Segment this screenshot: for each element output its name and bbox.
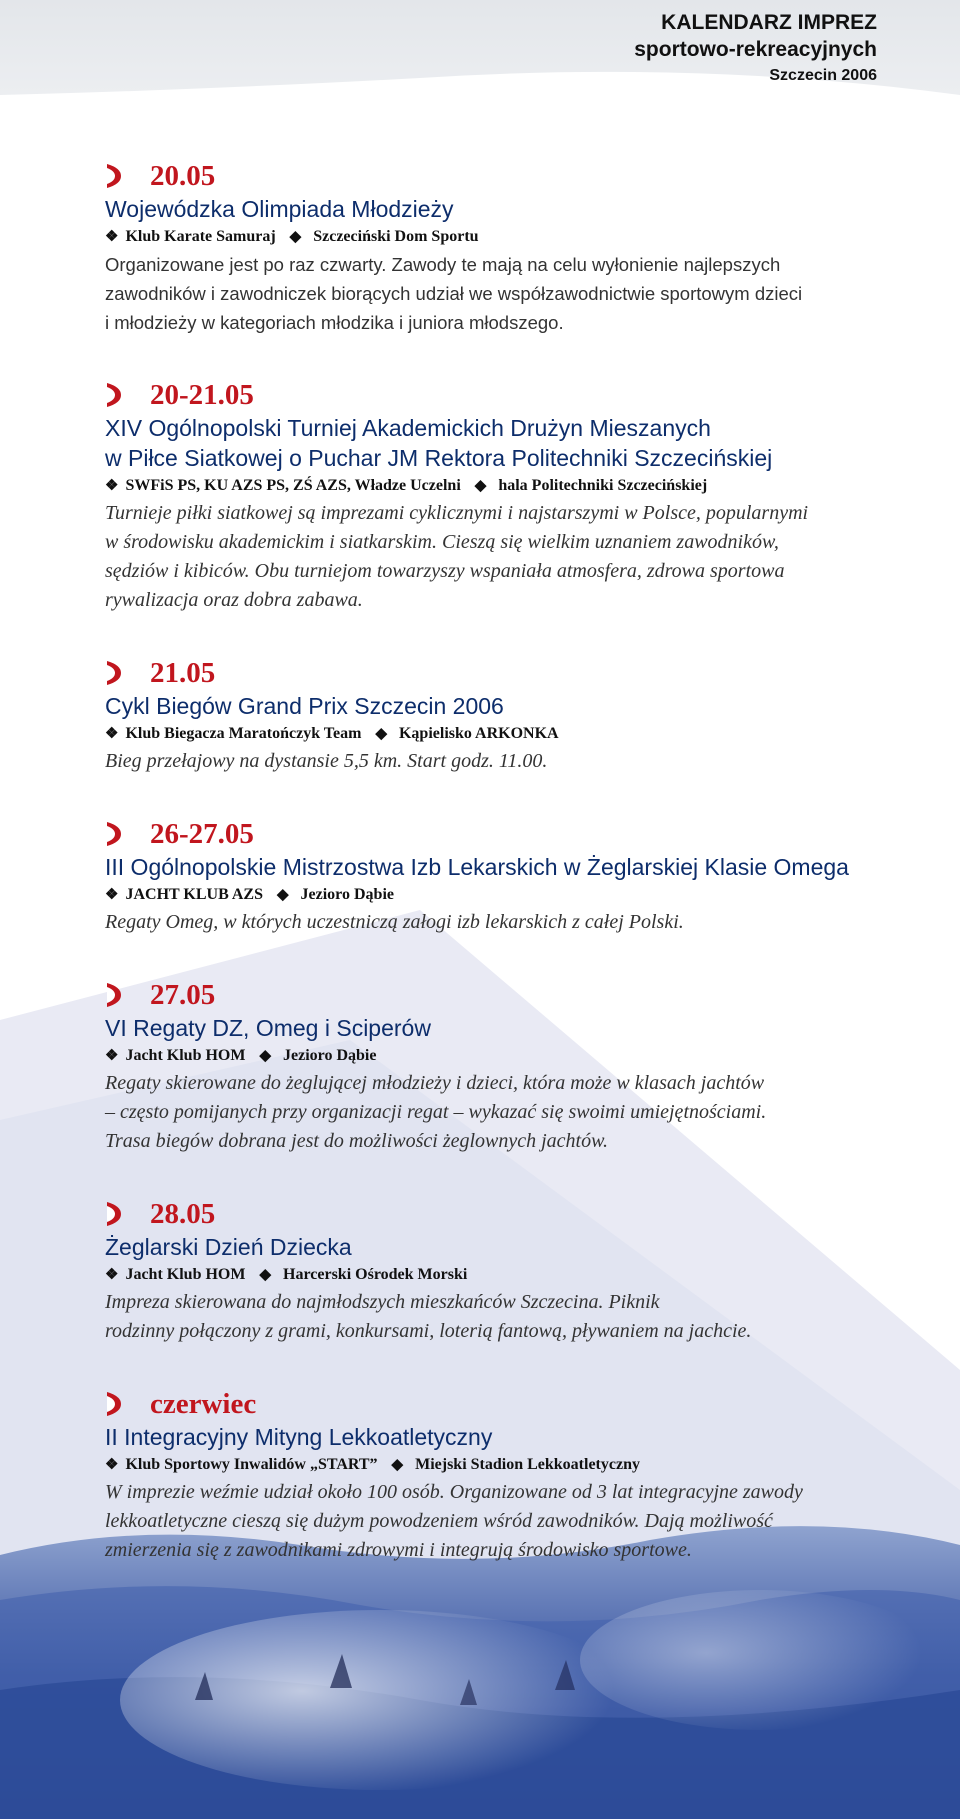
event-organizers: [105, 1043, 905, 1069]
event-item: [105, 158, 905, 337]
event-item: [105, 977, 905, 1156]
event-organizers: [105, 1452, 905, 1478]
event-organizer: Jacht Klub HOM: [125, 1047, 246, 1064]
event-venue: Jezioro Dąbie: [283, 1047, 377, 1064]
event-date-row: [105, 158, 905, 194]
event-description-line: Organizowane jest po raz czwarty. Zawody te mają na celu wyłonienie najlepszych: [105, 254, 781, 275]
black-diamond-icon: ◆: [259, 1048, 272, 1064]
event-date-row: [105, 977, 905, 1013]
event-venue: Jezioro Dąbie: [300, 886, 394, 903]
event-organizer: Jacht Klub HOM: [125, 1266, 246, 1283]
event-description-line: lekkoatletyczne cieszą się dużym powodzeniem wśród zawodników. Dają możliwość: [105, 1510, 773, 1532]
event-title: VI Regaty DZ, Omeg i Sciperów: [105, 1015, 431, 1041]
event-description-line: – często pomijanych przy organizacji regat – wykazać się swoimi umiejętnościami.: [105, 1101, 767, 1123]
event-description-line: W imprezie weźmie udział około 100 osób. Organizowane od 3 lat integracyjne zawody: [105, 1481, 803, 1503]
four-diamond-ornament-icon: ❖: [105, 1048, 119, 1064]
black-diamond-icon: ◆: [375, 726, 387, 742]
header-city-year: Szczecin 2006: [769, 67, 877, 84]
event-description-line: i młodzieży w kategoriach młodzika i juniora młodszego.: [105, 312, 564, 333]
red-half-circle-bullet-icon: [105, 162, 123, 190]
event-date: 20.05: [150, 160, 216, 192]
event-date: 20-21.05: [150, 379, 254, 411]
event-organizers: [105, 1262, 905, 1288]
event-venue: Miejski Stadion Lekkoatletyczny: [415, 1456, 640, 1473]
header-title-line2: sportowo-rekreacyjnych: [634, 38, 877, 61]
event-description-line: rodzinny połączony z grami, konkursami, loterią fantową, pływaniem na jachcie.: [105, 1320, 752, 1342]
event-item: [105, 377, 905, 615]
event-organizers: [105, 882, 905, 908]
event-description-line: sędziów i kibiców. Obu turniejom towarzyszy wspaniała atmosfera, zdrowa sportowa: [105, 560, 785, 582]
four-diamond-ornament-icon: ❖: [105, 1457, 119, 1473]
event-description-line: w środowisku akademickim i siatkarskim. Cieszą się wielkim uznaniem zawodników,: [105, 531, 779, 553]
event-item: [105, 816, 905, 937]
event-title: Żeglarski Dzień Dziecka: [105, 1234, 352, 1260]
event-date-row: [105, 1196, 905, 1232]
event-item: [105, 655, 905, 776]
header: [0, 0, 960, 132]
four-diamond-ornament-icon: ❖: [105, 726, 119, 742]
event-description-line: rywalizacja oraz dobra zabawa.: [105, 589, 363, 611]
event-title: Cykl Biegów Grand Prix Szczecin 2006: [105, 693, 504, 719]
red-half-circle-bullet-icon: [105, 820, 123, 848]
black-diamond-icon: ◆: [259, 1267, 272, 1283]
event-date: 26-27.05: [150, 818, 254, 850]
event-title: III Ogólnopolskie Mistrzostwa Izb Lekarskich w Żeglarskiej Klasie Omega: [105, 854, 849, 880]
four-diamond-ornament-icon: ❖: [105, 478, 119, 494]
event-date: czerwiec: [150, 1388, 257, 1420]
black-diamond-icon: ◆: [474, 478, 487, 494]
event-item: [105, 1196, 905, 1346]
event-title: w Piłce Siatkowej o Puchar JM Rektora Politechniki Szczecińskiej: [105, 445, 773, 471]
four-diamond-ornament-icon: ❖: [105, 1267, 119, 1283]
four-diamond-ornament-icon: ❖: [105, 229, 119, 245]
red-half-circle-bullet-icon: [105, 659, 123, 687]
event-organizer: Klub Biegacza Maratończyk Team: [125, 725, 362, 742]
event-date-row: [105, 655, 905, 691]
black-diamond-icon: ◆: [391, 1457, 404, 1473]
event-description-line: Regaty skierowane do żeglującej młodzieży i dzieci, która może w klasach jachtów: [105, 1072, 765, 1094]
event-organizer: Klub Karate Samuraj: [125, 228, 276, 245]
event-title: XIV Ogólnopolski Turniej Akademickich Drużyn Mieszanych: [105, 415, 711, 441]
event-organizer: JACHT KLUB AZS: [125, 886, 263, 903]
red-half-circle-bullet-icon: [105, 981, 123, 1009]
red-half-circle-bullet-icon: [105, 1390, 123, 1418]
event-title: Wojewódzka Olimpiada Młodzieży: [105, 196, 454, 222]
event-title: II Integracyjny Mityng Lekkoatletyczny: [105, 1424, 493, 1450]
event-description-line: zawodników i zawodniczek biorących udział we współzawodnictwie sportowym dzieci: [105, 283, 803, 304]
event-date: 27.05: [150, 979, 216, 1011]
event-organizers: [105, 473, 905, 499]
event-list: [105, 158, 905, 1565]
header-title-line1: KALENDARZ IMPREZ: [661, 11, 877, 34]
event-organizers: [105, 721, 905, 747]
four-diamond-ornament-icon: ❖: [105, 887, 119, 903]
event-description-line: Impreza skierowana do najmłodszych mieszkańców Szczecina. Piknik: [105, 1291, 660, 1313]
event-date-row: [105, 1386, 905, 1422]
event-organizers: [105, 224, 905, 250]
event-description-line: zmierzenia się z zawodnikami zdrowymi i integrują środowisko sportowe.: [105, 1539, 692, 1561]
event-organizer: Klub Sportowy Inwalidów „START”: [125, 1456, 378, 1473]
event-date: 28.05: [150, 1198, 216, 1230]
event-item: [105, 1386, 905, 1565]
event-description-line: Trasa biegów dobrana jest do możliwości żeglownych jachtów.: [105, 1130, 608, 1152]
black-diamond-icon: ◆: [289, 229, 302, 245]
event-date: 21.05: [150, 657, 216, 689]
event-venue: Harcerski Ośrodek Morski: [283, 1266, 468, 1283]
event-organizer: SWFiS PS, KU AZS PS, ZŚ AZS, Władze Uczelni: [125, 477, 461, 494]
event-venue: Szczeciński Dom Sportu: [313, 228, 479, 245]
event-date-row: [105, 377, 905, 413]
event-description-line: Regaty Omeg, w których uczestniczą załogi izb lekarskich z całej Polski.: [105, 911, 684, 933]
event-date-row: [105, 816, 905, 852]
event-venue: Kąpielisko ARKONKA: [398, 725, 559, 742]
black-diamond-icon: ◆: [276, 887, 289, 903]
event-venue: hala Politechniki Szczecińskiej: [498, 477, 708, 494]
event-description-line: Turnieje piłki siatkowej są imprezami cyklicznymi i najstarszymi w Polsce, popularnymi: [105, 502, 809, 524]
red-half-circle-bullet-icon: [105, 1200, 123, 1228]
header-title: [634, 9, 877, 89]
red-half-circle-bullet-icon: [105, 381, 123, 409]
event-description-line: Bieg przełajowy na dystansie 5,5 km. Start godz. 11.00.: [105, 750, 548, 772]
